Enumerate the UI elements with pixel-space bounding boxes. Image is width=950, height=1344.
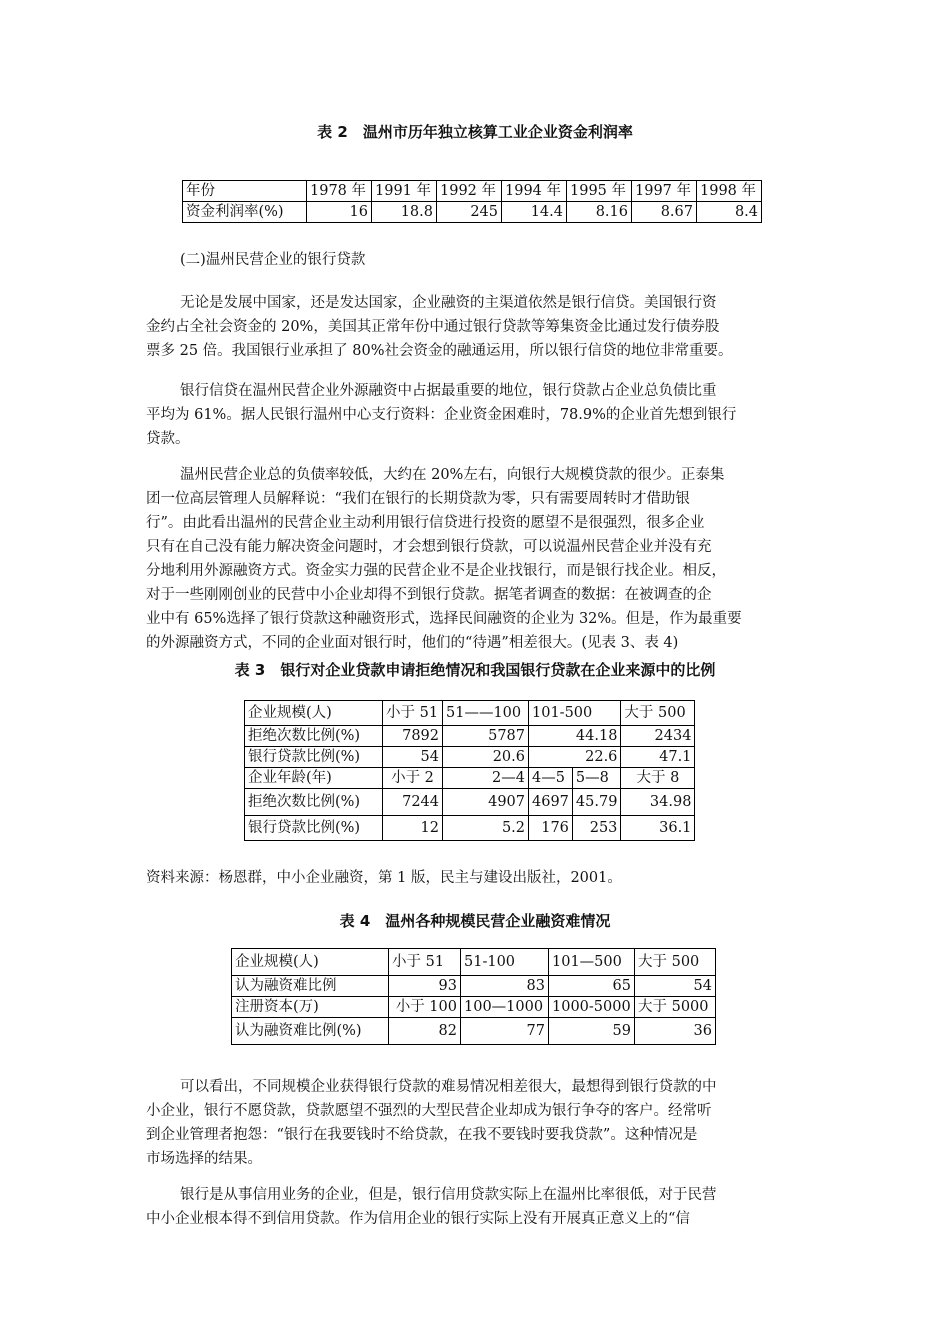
table-cell: 认为融资难比例(%): [232, 1018, 389, 1045]
table-cell: 年份: [183, 181, 307, 202]
text-line: 平均为 61%。据人民银行温州中心支行资料：企业资金困难时，78.9%的企业首先想到银行: [146, 407, 737, 423]
table-row: [183, 202, 762, 223]
table-cell: 拒绝次数比例(%): [245, 789, 383, 816]
table3-caption: 表 3 银行对企业贷款申请拒绝情况和我国银行贷款在企业来源中的比例: [234, 661, 716, 679]
table-cell: 企业规模(人): [232, 949, 389, 976]
text-line: 到企业管理者抱怨：“银行在我要钱时不给贷款，在我不要钱时要我贷款”。这种情况是: [146, 1127, 698, 1143]
table-cell: 银行贷款比例(%): [245, 747, 383, 768]
table-cell: 14.4: [502, 202, 567, 223]
table-cell: 大于 500: [635, 949, 716, 976]
table-cell: 54: [383, 747, 443, 768]
table-cell: 8.67: [632, 202, 697, 223]
table-cell: 4—5: [529, 768, 573, 789]
table-row: [245, 816, 695, 841]
table-cell: 认为融资难比例: [232, 976, 389, 997]
table-cell: 1978 年: [307, 181, 372, 202]
section-heading: (二)温州民营企业的银行贷款: [180, 252, 366, 268]
table-cell: 101—500: [549, 949, 635, 976]
text-line: 银行是从事信用业务的企业，但是，银行信用贷款实际上在温州比率很低，对于民营: [180, 1187, 717, 1203]
table-cell: 1992 年: [437, 181, 502, 202]
table-cell: 18.8: [372, 202, 437, 223]
table-cell: 资金利润率(%): [183, 202, 307, 223]
text-line: 银行信贷在温州民营企业外源融资中占据最重要的地位，银行贷款占企业总负债比重: [180, 383, 717, 399]
table-cell: 253: [572, 816, 621, 841]
table-cell: 245: [437, 202, 502, 223]
table-cell: 93: [389, 976, 461, 997]
table-row: [245, 768, 695, 789]
table-cell: 企业年龄(年): [245, 768, 383, 789]
table-cell: 12: [383, 816, 443, 841]
table-cell: 拒绝次数比例(%): [245, 726, 383, 747]
table-cell: 34.98: [621, 789, 695, 816]
paragraph-4: [146, 1075, 717, 1171]
table-cell: 44.18: [529, 726, 621, 747]
table-cell: 22.6: [529, 747, 621, 768]
table-row: [232, 1018, 716, 1045]
text-line: 金约占全社会资金的 20%，美国其正常年份中通过银行贷款等筹集资金比通过发行债券股: [146, 319, 720, 335]
text-line: 温州民营企业总的负债率较低，大约在 20%左右，向银行大规模贷款的很少。正泰集: [180, 467, 725, 483]
text-line: 票多 25 倍。我国银行业承担了 80%社会资金的融通运用，所以银行信贷的地位非常重要。: [146, 343, 733, 359]
table-cell: 83: [461, 976, 549, 997]
paragraph-1: [146, 291, 733, 363]
table-cell: 注册资本(万): [232, 997, 389, 1018]
table-cell: 1000-5000: [549, 997, 635, 1018]
table-cell: 1994 年: [502, 181, 567, 202]
table4: [231, 948, 716, 1045]
source-note: 资料来源：杨恩群，中小企业融资，第 1 版，民主与建设出版社，2001。: [146, 870, 622, 886]
table2: [182, 180, 762, 223]
table-cell: 企业规模(人): [245, 701, 383, 726]
table-cell: 1991 年: [372, 181, 437, 202]
table-row: [232, 976, 716, 997]
paragraph-2: [146, 379, 736, 451]
table-cell: 5787: [443, 726, 529, 747]
table-cell: 2434: [621, 726, 695, 747]
table-cell: 大于 5000: [635, 997, 716, 1018]
table-cell: 51——100: [443, 701, 529, 726]
table-cell: 4697: [529, 789, 573, 816]
table-row: [232, 949, 716, 976]
text-line: 小企业，银行不愿贷款，贷款愿望不强烈的大型民营企业却成为银行争夺的客户。经常听: [146, 1103, 712, 1119]
table-cell: 银行贷款比例(%): [245, 816, 383, 841]
table-cell: 59: [549, 1018, 635, 1045]
text-line: 贷款。: [146, 431, 190, 447]
table-cell: 小于 2: [383, 768, 443, 789]
table-cell: 101-500: [529, 701, 621, 726]
table-cell: 7892: [383, 726, 443, 747]
table-cell: 1998 年: [697, 181, 762, 202]
table3: [244, 700, 695, 841]
table-cell: 1997 年: [632, 181, 697, 202]
table-cell: 36.1: [621, 816, 695, 841]
table-cell: 100—1000: [461, 997, 549, 1018]
text-line: 的外源融资方式，不同的企业面对银行时，他们的“待遇”相差很大。(见表 3、表 4): [146, 635, 679, 651]
table-row: [232, 997, 716, 1018]
table-cell: 176: [529, 816, 573, 841]
table-cell: 小于 100: [389, 997, 461, 1018]
paragraph-3: [146, 463, 742, 655]
table-cell: 5—8: [572, 768, 621, 789]
table-cell: 45.79: [572, 789, 621, 816]
text-line: 分地利用外源融资方式。资金实力强的民营企业不是企业找银行，而是银行找企业。相反，: [146, 563, 726, 579]
table-cell: 1995 年: [567, 181, 632, 202]
table-cell: 36: [635, 1018, 716, 1045]
table-cell: 51-100: [461, 949, 549, 976]
table-cell: 7244: [383, 789, 443, 816]
text-line: 对于一些刚刚创业的民营中小企业却得不到银行贷款。据笔者调查的数据：在被调查的企: [146, 587, 712, 603]
text-line: 只有在自己没有能力解决资金问题时，才会想到银行贷款，可以说温州民营企业并没有充: [146, 539, 712, 555]
table-cell: 8.16: [567, 202, 632, 223]
table-row: [245, 747, 695, 768]
table-cell: 77: [461, 1018, 549, 1045]
table-cell: 20.6: [443, 747, 529, 768]
table2-caption: 表 2 温州市历年独立核算工业企业资金利润率: [317, 123, 633, 141]
text-line: 可以看出，不同规模企业获得银行贷款的难易情况相差很大，最想得到银行贷款的中: [180, 1079, 717, 1095]
table-cell: 大于 8: [621, 768, 695, 789]
table-row: [245, 726, 695, 747]
table-cell: 16: [307, 202, 372, 223]
table-cell: 5.2: [443, 816, 529, 841]
table-row: [245, 789, 695, 816]
table-cell: 2—4: [443, 768, 529, 789]
text-line: 市场选择的结果。: [146, 1151, 262, 1167]
text-line: 业中有 65%选择了银行贷款这种融资形式，选择民间融资的企业为 32%。但是，作为最重要: [146, 611, 742, 627]
text-line: 中小企业根本得不到信用贷款。作为信用企业的银行实际上没有开展真正意义上的“信: [146, 1211, 690, 1227]
table-cell: 82: [389, 1018, 461, 1045]
text-line: 团一位高层管理人员解释说：“我们在银行的长期贷款为零，只有需要周转时才借助银: [146, 491, 690, 507]
table-cell: 小于 51: [383, 701, 443, 726]
table-cell: 65: [549, 976, 635, 997]
table-row: [183, 181, 762, 202]
table-cell: 4907: [443, 789, 529, 816]
paragraph-5: [146, 1183, 717, 1231]
table-cell: 47.1: [621, 747, 695, 768]
table-cell: 8.4: [697, 202, 762, 223]
text-line: 行”。由此看出温州的民营企业主动利用银行信贷进行投资的愿望不是很强烈，很多企业: [146, 515, 705, 531]
table4-caption: 表 4 温州各种规模民营企业融资难情况: [339, 912, 611, 930]
table-cell: 大于 500: [621, 701, 695, 726]
table-cell: 54: [635, 976, 716, 997]
table-row: [245, 701, 695, 726]
text-line: 无论是发展中国家，还是发达国家，企业融资的主渠道依然是银行信贷。美国银行资: [180, 295, 717, 311]
table-cell: 小于 51: [389, 949, 461, 976]
